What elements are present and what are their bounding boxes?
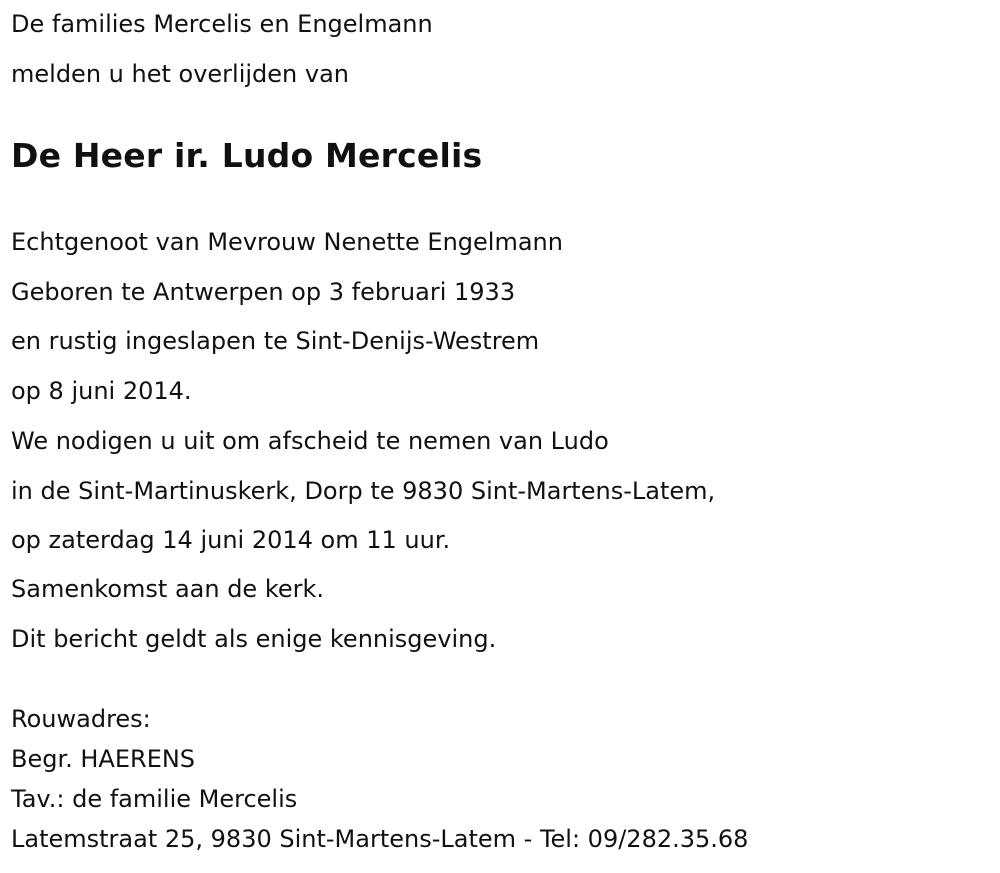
intro-line-2: melden u het overlijden van <box>11 60 349 88</box>
detail-line: in de Sint-Martinuskerk, Dorp te 9830 Sint-Martens-Latem, <box>11 477 716 505</box>
detail-line: Echtgenoot van Mevrouw Nenette Engelmann <box>11 228 563 256</box>
detail-line: We nodigen u uit om afscheid te nemen van Ludo <box>11 427 609 455</box>
address-label: Rouwadres: <box>11 705 151 733</box>
detail-line: Geboren te Antwerpen op 3 februari 1933 <box>11 278 516 306</box>
address-line-1: Begr. HAERENS <box>11 745 196 773</box>
detail-line: en rustig ingeslapen te Sint-Denijs-Westrem <box>11 327 540 355</box>
detail-line: op 8 juni 2014. <box>11 377 192 405</box>
address-line-2: Tav.: de familie Mercelis <box>11 785 298 813</box>
deceased-name: De Heer ir. Ludo Mercelis <box>11 136 483 175</box>
intro-line-1: De families Mercelis en Engelmann <box>11 10 433 38</box>
detail-line: Dit bericht geldt als enige kennisgeving. <box>11 625 497 653</box>
detail-line: op zaterdag 14 juni 2014 om 11 uur. <box>11 526 451 554</box>
address-line-3: Latemstraat 25, 9830 Sint-Martens-Latem - Tel: 09/282.35.68 <box>11 825 749 853</box>
detail-line: Samenkomst aan de kerk. <box>11 575 325 603</box>
